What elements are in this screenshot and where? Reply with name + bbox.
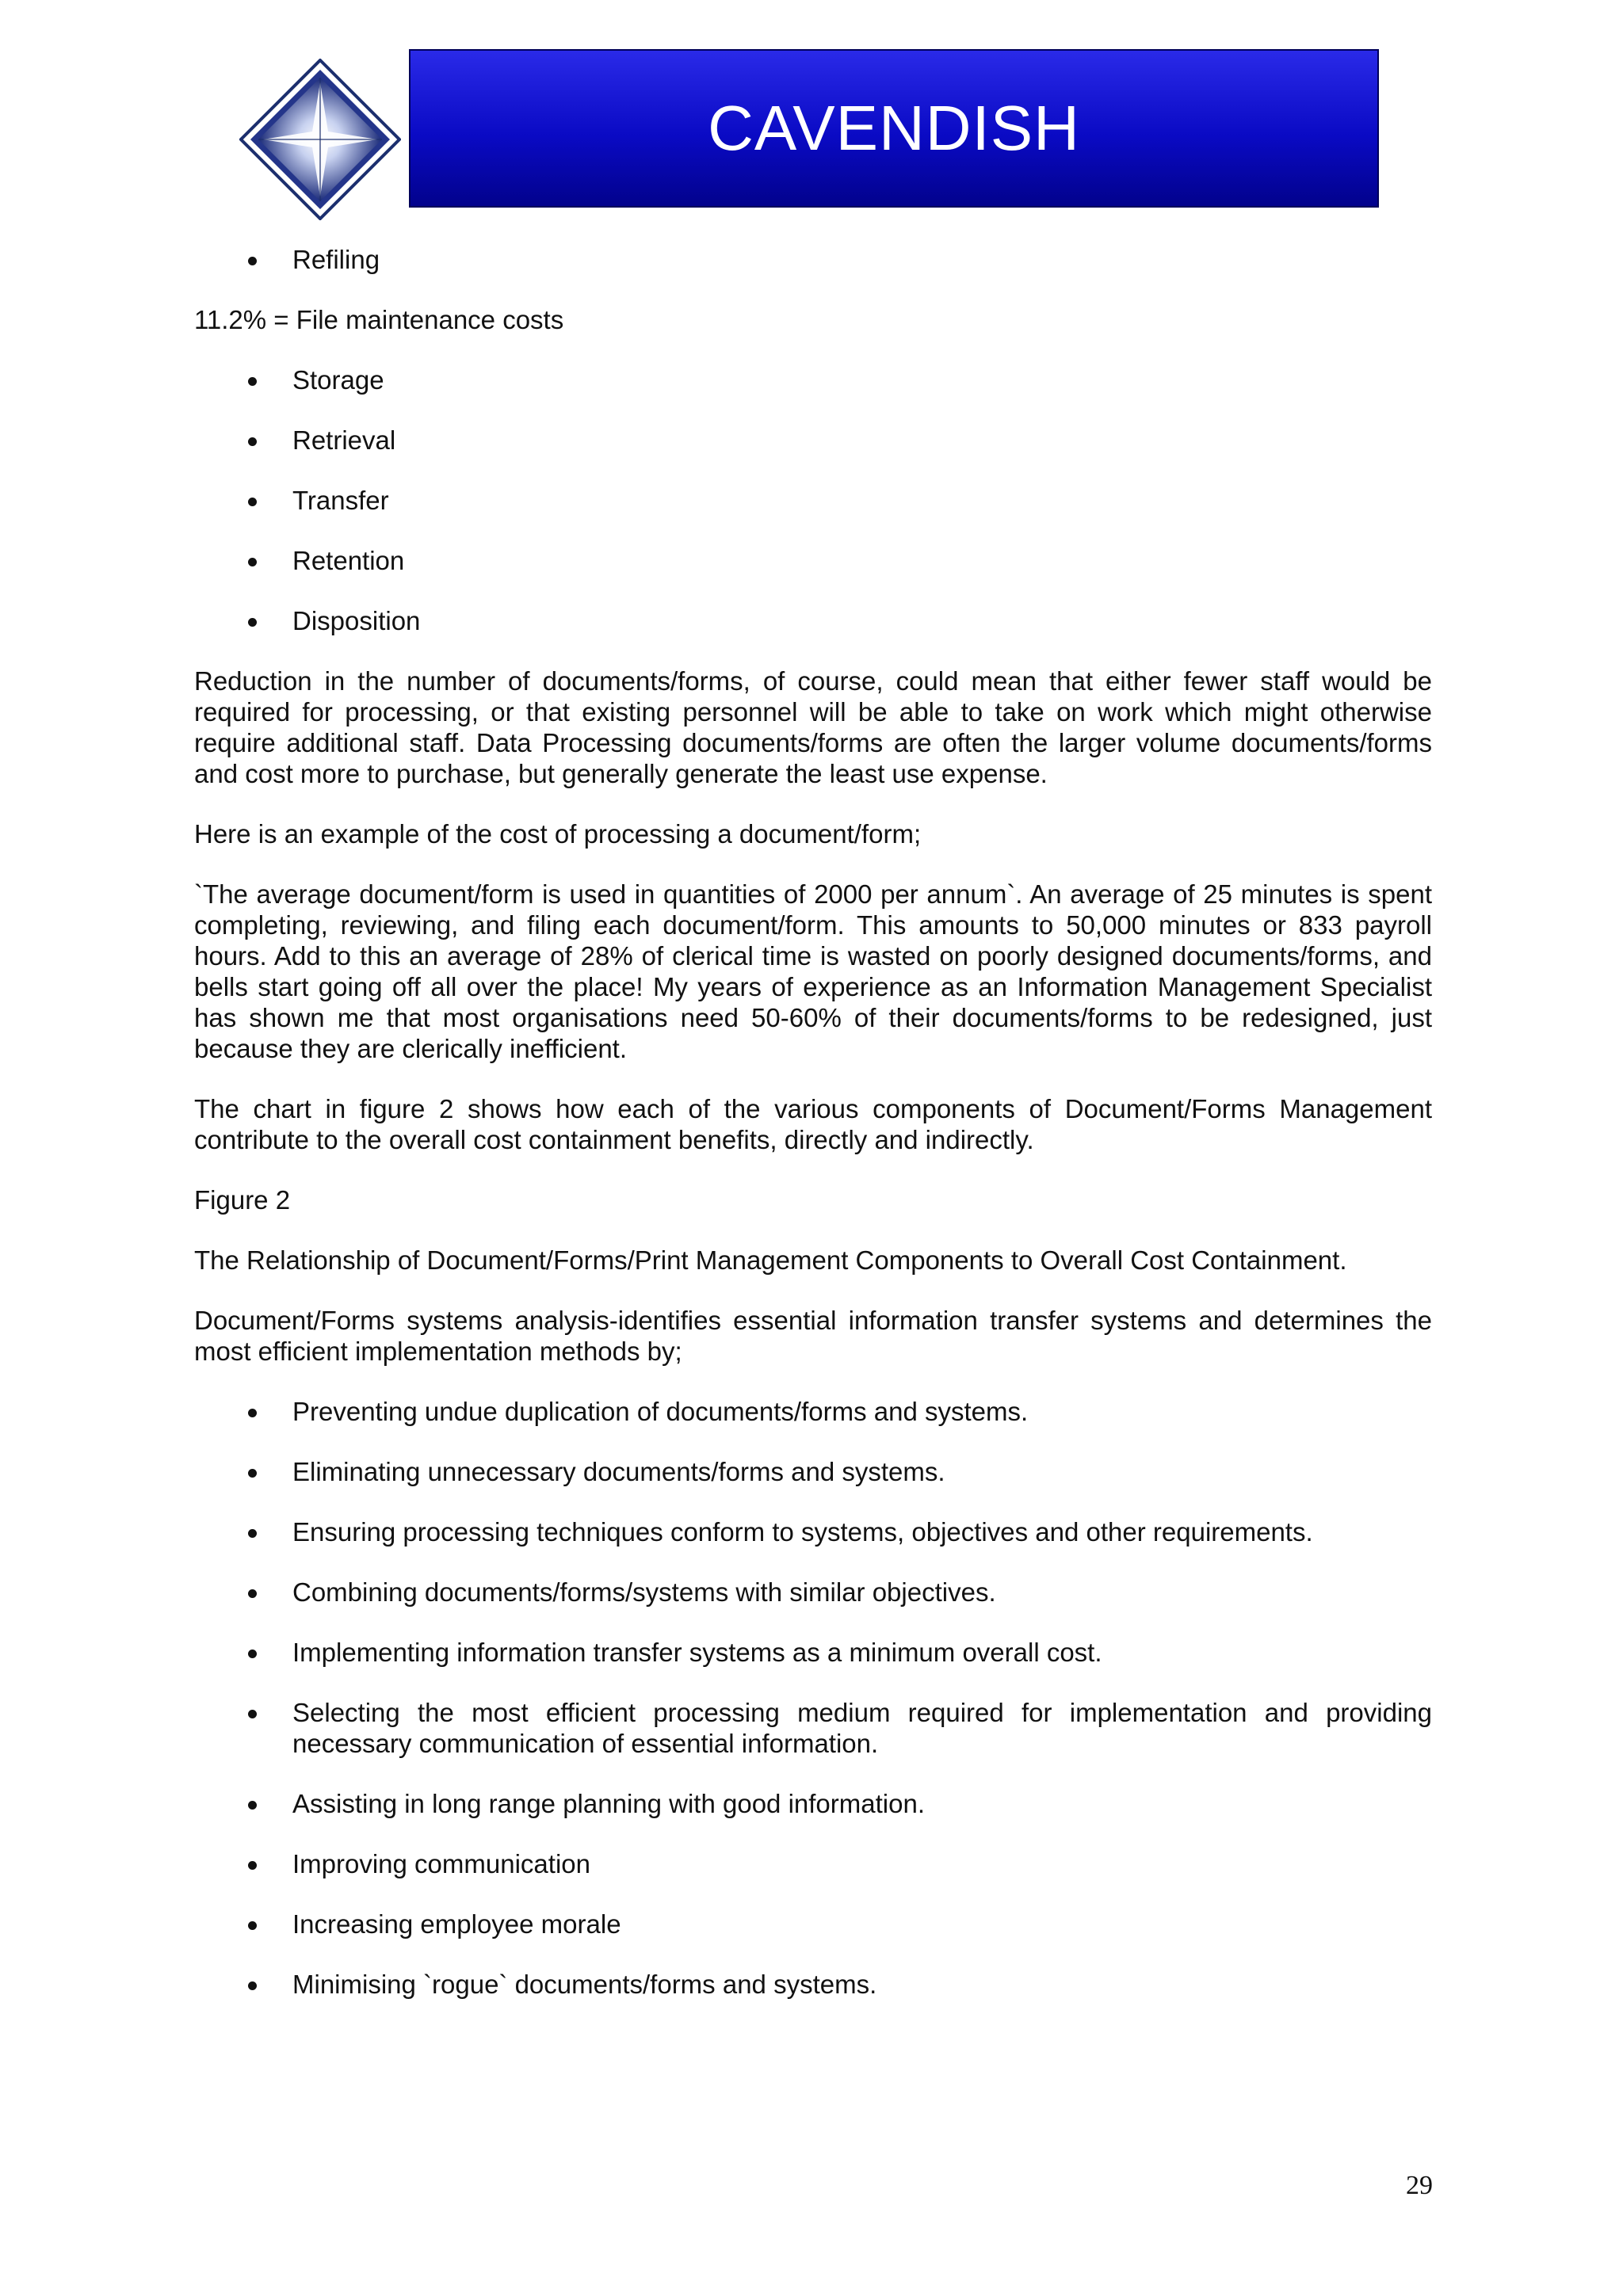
list-item: Minimising `rogue` documents/forms and systems. [194,1969,1432,2000]
page-number: 29 [1406,2171,1433,2200]
example-paragraph: `The average document/form is used in quantities of 2000 per annum`. An average of 25 minutes is spent completing, reviewing, and filing each document/form. This amounts to 50,000 minutes or 833 payroll hours. Add to this an average of 28% of clerical time is wasted on poorly designed documents/forms, and bells start going off all over the place! My years of experience as an Information Management Specialist has shown me that most organisations need 50-60% of their documents/forms to be redesigned, just because they are clerically inefficient. [194,879,1432,1063]
list-item: Eliminating unnecessary documents/forms and systems. [194,1456,1432,1487]
list-item: Increasing employee morale [194,1909,1432,1939]
list-item: Selecting the most efficient processing medium required for implementation and providing necessary communication of essential information. [194,1697,1432,1759]
list-item: Storage [194,364,1432,395]
file-maintenance-list [194,364,1432,636]
file-maintenance-heading: 11.2% = File maintenance costs [194,305,564,334]
brand-title: CAVENDISH [708,93,1080,163]
chart-note-paragraph: The chart in figure 2 shows how each of the various components of Document/Forms Management contribute to the overall cost containment benefits, directly and indirectly. [194,1094,1432,1154]
list-item: Transfer [194,485,1432,516]
list-item: Ensuring processing techniques conform to systems, objectives and other requirements. [194,1516,1432,1547]
reduction-paragraph: Reduction in the number of documents/forms, of course, could mean that either fewer staff would be required for processing, or that existing personnel will be able to take on work which might otherwise require additional staff. Data Processing documents/forms are often the larger volume documents/forms and cost more to purchase, but generally generate the least use expense. [194,666,1432,788]
list-item: Retrieval [194,425,1432,456]
figure-label: Figure 2 [194,1185,291,1215]
list-item: Preventing undue duplication of documents/forms and systems. [194,1396,1432,1427]
diamond-star-logo-icon [239,59,401,220]
page-body [194,244,1432,2029]
list-item: Assisting in long range planning with good information. [194,1788,1432,1819]
list-item: Combining documents/forms/systems with similar objectives. [194,1577,1432,1608]
list-item: Refiling [194,244,1432,275]
list-item: Improving communication [194,1848,1432,1879]
figure-title: The Relationship of Document/Forms/Print Management Components to Overall Cost Containment. [194,1245,1347,1275]
list-item: Disposition [194,605,1432,636]
list-item: Retention [194,545,1432,576]
refiling-list [194,244,1432,275]
systems-analysis-list [194,1396,1432,2000]
list-item: Implementing information transfer systems as a minimum overall cost. [194,1637,1432,1668]
brand-banner [409,49,1379,208]
systems-intro-paragraph: Document/Forms systems analysis-identifies essential information transfer systems and determines the most efficient implementation methods by; [194,1306,1432,1366]
example-intro-paragraph: Here is an example of the cost of processing a document/form; [194,819,922,849]
